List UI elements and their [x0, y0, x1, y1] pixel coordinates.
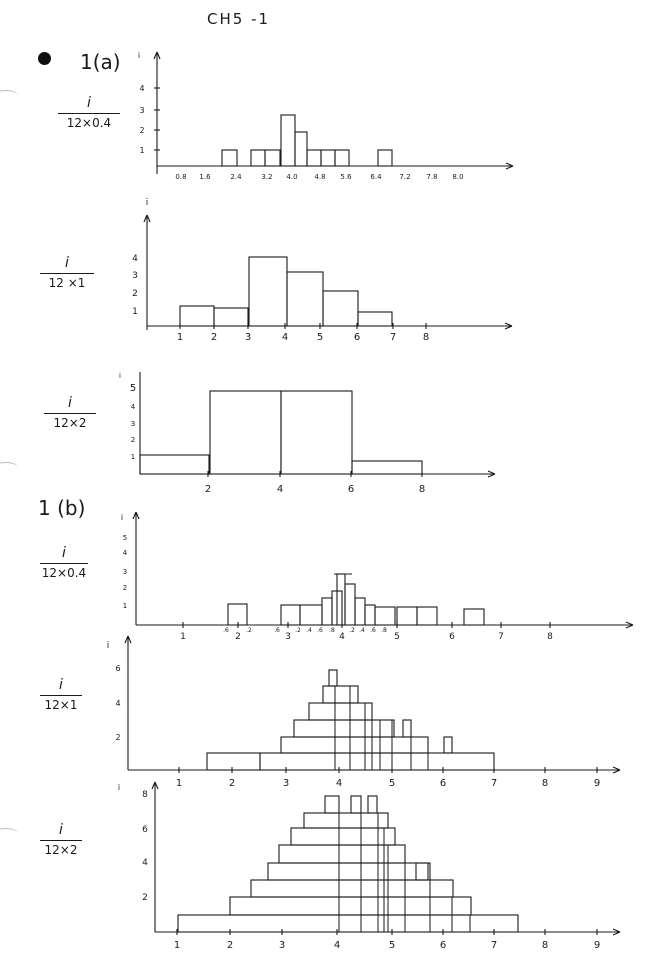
x-tick-label: 3 [278, 940, 286, 951]
y-tick-label: 8 [142, 790, 148, 800]
minor-tick-label: .6 [317, 627, 323, 634]
y-axis-label: i [145, 198, 149, 208]
density-label-den: 12×2 [53, 416, 87, 430]
y-axis-label: i [137, 51, 141, 60]
histogram-bar [323, 291, 358, 326]
minor-tick-label: .6 [274, 627, 280, 634]
x-tick-label: 8 [418, 484, 426, 495]
y-tick-label: 3 [139, 106, 145, 115]
y-tick-label: 4 [132, 254, 138, 264]
y-tick-label: 4 [130, 403, 136, 411]
x-tick-label: 4 [339, 632, 345, 642]
x-tick-label: 1 [175, 778, 183, 789]
histogram-bar [444, 737, 452, 753]
y-tick-label: 2 [130, 436, 136, 444]
density-label-num: i [59, 677, 63, 693]
y-axis-label: i [119, 372, 121, 380]
histogram-bar [417, 607, 437, 625]
histogram-bar [309, 703, 372, 720]
histogram-bar [222, 150, 237, 166]
x-tick-label: 1 [180, 632, 186, 642]
y-axis-label: i [120, 513, 124, 522]
histogram-bar [251, 150, 265, 166]
x-tick-label: 6 [439, 940, 447, 951]
histogram-bar [294, 720, 394, 737]
density-label-den: 12×2 [44, 843, 78, 857]
x-tick-label: 6 [347, 484, 355, 495]
histogram-bar [268, 863, 430, 880]
histogram-bar [214, 308, 248, 326]
y-tick-label: 3 [132, 271, 138, 281]
y-axis-label: i [117, 783, 121, 792]
histogram-bar [337, 574, 345, 625]
x-tick-label: 1 [173, 940, 181, 951]
x-tick-label: 9 [593, 778, 601, 789]
y-tick-label: 1 [122, 602, 128, 610]
y-tick-label: 6 [115, 664, 121, 673]
density-label-num: i [59, 822, 63, 838]
histogram-bar [345, 584, 355, 625]
histogram-bar [329, 670, 337, 686]
x-tick-label: 2 [226, 940, 234, 951]
x-tick-label: 2 [235, 632, 241, 642]
x-tick-label: 8 [541, 940, 549, 951]
x-tick-label: 8 [422, 332, 430, 343]
minor-tick-label: .6 [370, 627, 376, 634]
histogram-bar [281, 605, 300, 625]
histogram-bar [295, 132, 307, 166]
histogram-bar [249, 257, 287, 326]
y-tick-label: 4 [122, 549, 128, 557]
x-tick-label: 5 [394, 632, 400, 642]
y-tick-label: 5 [122, 534, 128, 542]
histogram-bar [279, 845, 405, 863]
y-tick-label: 2 [132, 289, 138, 299]
x-tick-label: 5.6 [340, 173, 352, 181]
histogram-bar [352, 461, 422, 474]
y-tick-label: 6 [142, 825, 148, 835]
histogram-bar [210, 391, 281, 474]
minor-tick-label: .8 [329, 627, 335, 634]
histogram-bar [355, 598, 365, 625]
minor-tick-label: .8 [381, 627, 387, 634]
histogram-bar [287, 272, 323, 326]
density-label-num: i [87, 95, 91, 111]
histogram-bar [351, 796, 361, 813]
x-tick-label: 3.2 [261, 173, 273, 181]
y-tick-label: 4 [142, 858, 148, 868]
y-tick-label: 2 [122, 584, 128, 592]
y-tick-label: 2 [115, 733, 121, 742]
x-tick-label: 8 [547, 632, 553, 642]
histogram-bar [378, 150, 392, 166]
x-tick-label: 7 [490, 940, 498, 951]
x-tick-label: 5 [388, 940, 396, 951]
histogram-bar [228, 604, 247, 625]
y-tick-label: 4 [139, 84, 145, 93]
y-tick-label: 4 [115, 699, 121, 708]
histogram-bar [416, 863, 428, 880]
histogram-bar [307, 150, 321, 166]
x-tick-label: 2 [228, 778, 236, 789]
x-tick-label: 9 [593, 940, 601, 951]
histogram-bar [281, 391, 352, 474]
y-tick-label: 5 [129, 383, 137, 394]
histogram-bar [304, 813, 388, 828]
minor-tick-label: .6 [223, 627, 229, 634]
histogram-bar [335, 150, 349, 166]
x-tick-label: 6 [353, 332, 361, 343]
density-label-den: 12×1 [44, 698, 78, 712]
histogram-bar [291, 828, 395, 845]
x-tick-label: 0.8 [175, 173, 187, 181]
x-tick-label: 8 [541, 778, 549, 789]
x-tick-label: 4 [335, 778, 343, 789]
x-tick-label: 4 [333, 940, 341, 951]
histogram-bar [260, 753, 494, 770]
histogram-bar [178, 915, 518, 932]
histogram-bar [300, 605, 322, 625]
histogram-bar [281, 115, 295, 166]
y-tick-label: 3 [130, 420, 136, 428]
x-tick-label: 7 [490, 778, 498, 789]
y-tick-label: 1 [139, 146, 145, 155]
histogram-bar [375, 607, 395, 625]
x-tick-label: 5 [388, 778, 396, 789]
density-label-num: i [62, 545, 66, 561]
histogram-bar [321, 150, 335, 166]
histogram-bar [322, 598, 332, 625]
part-b-label: 1 (b) [38, 496, 86, 520]
histogram-bar [365, 605, 375, 625]
histogram-bar [323, 686, 358, 703]
x-tick-label: 1 [176, 332, 184, 343]
x-tick-label: 1.6 [199, 173, 211, 181]
histogram-bar [140, 455, 209, 474]
x-tick-label: 4.0 [286, 173, 298, 181]
histogram-bar [251, 880, 453, 897]
density-label-num: i [68, 395, 72, 411]
x-tick-label: 2 [210, 332, 218, 343]
histogram-bar [265, 150, 280, 166]
x-tick-label: 3 [244, 332, 252, 343]
minor-tick-label: .2 [246, 627, 252, 634]
y-tick-label: 1 [130, 453, 136, 461]
x-tick-label: 6.4 [370, 173, 382, 181]
x-tick-label: 2 [204, 484, 212, 495]
density-label-num: i [65, 255, 69, 271]
density-label-den: 12×0.4 [66, 116, 112, 130]
minor-tick-label: .2 [295, 627, 301, 634]
x-tick-label: 5 [316, 332, 324, 343]
density-label-den: 12×0.4 [41, 566, 87, 580]
y-tick-label: 2 [139, 126, 145, 135]
x-tick-label: 3 [282, 778, 290, 789]
minor-tick-label: .4 [359, 627, 365, 634]
page-title: CH5 -1 [207, 10, 271, 28]
histogram-bar [180, 306, 214, 326]
histogram-bar [368, 796, 377, 813]
y-tick-label: 2 [142, 893, 148, 903]
x-tick-label: 7.2 [399, 173, 411, 181]
histogram-bar [207, 753, 260, 770]
x-tick-label: 6 [449, 632, 455, 642]
histogram-bar [464, 609, 484, 625]
histogram-bar [325, 796, 339, 813]
part-a-label: 1(a) [80, 50, 121, 74]
x-tick-label: 4.8 [314, 173, 326, 181]
x-tick-label: 7 [498, 632, 504, 642]
x-tick-label: 2.4 [230, 173, 242, 181]
y-tick-label: 1 [132, 307, 138, 317]
histogram-bar [403, 720, 411, 737]
x-tick-label: 7 [389, 332, 397, 343]
histogram-bar [358, 312, 392, 326]
histogram-bar [230, 897, 471, 915]
histogram-bar [281, 737, 428, 753]
minor-tick-label: .4 [306, 627, 312, 634]
histogram-bar [397, 607, 417, 625]
density-label-den: 12 ×1 [48, 276, 86, 290]
x-tick-label: 8.0 [452, 173, 464, 181]
x-tick-label: 3 [285, 632, 291, 642]
y-axis-label: i [106, 641, 110, 651]
x-tick-label: 7.8 [426, 173, 438, 181]
y-tick-label: 3 [122, 568, 128, 576]
minor-tick-label: .2 [349, 627, 355, 634]
x-tick-label: 4 [276, 484, 284, 495]
x-tick-label: 6 [439, 778, 447, 789]
x-tick-label: 4 [281, 332, 289, 343]
